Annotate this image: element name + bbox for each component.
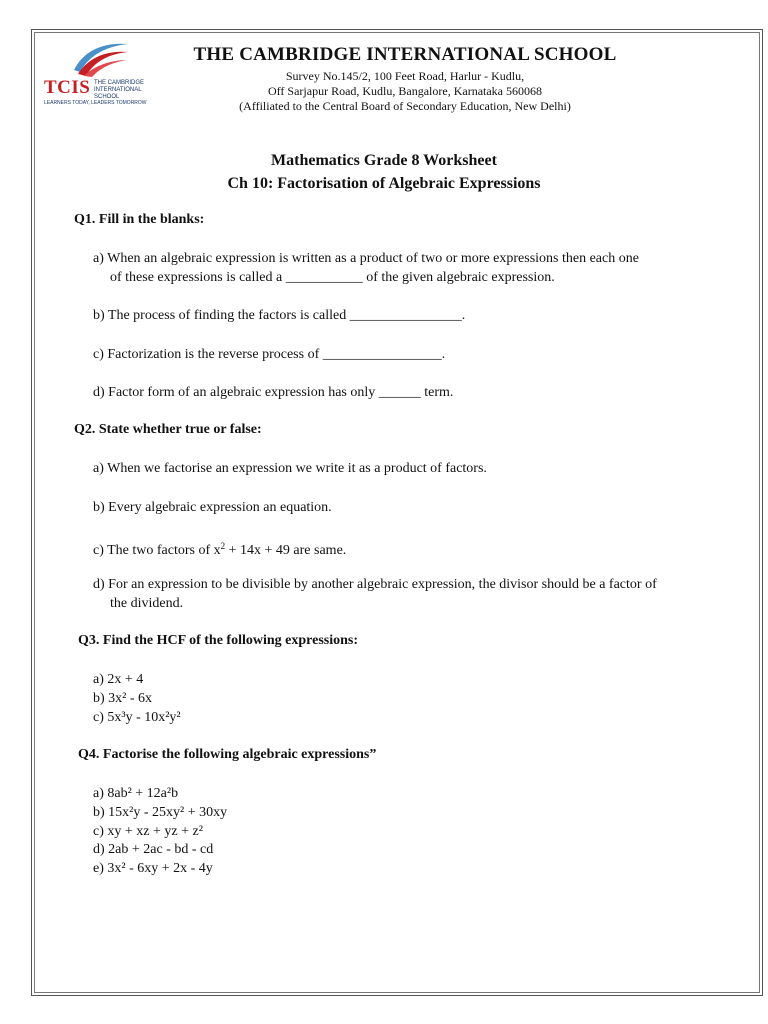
- q3-item-b: b) 3x² - 6x: [93, 691, 153, 706]
- logo-tcis-text: TCIS: [44, 77, 91, 98]
- q3-heading: Q3. Find the HCF of the following expressions:: [78, 633, 359, 648]
- q4-heading: Q4. Factorise the following algebraic expressions”: [78, 747, 377, 762]
- q2-item-a: a) When we factorise an expression we write it as a product of factors.: [93, 461, 487, 476]
- logo-swoosh-icon: [70, 40, 130, 78]
- logo-tagline: LEARNERS TODAY, LEADERS TOMORROW: [44, 100, 147, 106]
- q1-item-a-line1: a) When an algebraic expression is written as a product of two or more expressions then each one: [93, 251, 639, 266]
- q3-item-c: c) 5x³y - 10x²y²: [93, 710, 181, 725]
- q1-item-a-line2: of these expressions is called a ___________ of the given algebraic expression.: [110, 270, 555, 285]
- q2-item-c-pre: c) The two factors of x: [93, 543, 221, 558]
- q2-heading: Q2. State whether true or false:: [74, 422, 262, 437]
- worksheet-title: Mathematics Grade 8 Worksheet: [271, 152, 497, 169]
- q4-item-e: e) 3x² - 6xy + 2x - 4y: [93, 861, 213, 876]
- q1-item-d: d) Factor form of an algebraic expression has only ______ term.: [93, 385, 454, 400]
- q2-item-c-post: + 14x + 49 are same.: [225, 543, 347, 558]
- q1-item-c: c) Factorization is the reverse process of _________________.: [93, 347, 446, 362]
- affiliation-line: (Affiliated to the Central Board of Secondary Education, New Delhi): [239, 99, 571, 113]
- address-line-1: Survey No.145/2, 100 Feet Road, Harlur - Kudlu,: [285, 69, 525, 83]
- q1-item-b: b) The process of finding the factors is called ________________.: [93, 308, 466, 323]
- address-line-2: Off Sarjapur Road, Kudlu, Bangalore, Karnataka 560068: [267, 84, 543, 98]
- q1-item-a: [93, 249, 723, 287]
- q4-item-d: d) 2ab + 2ac - bd - cd: [93, 842, 214, 857]
- q2-item-c: [93, 537, 723, 560]
- logo-subtext: THE CAMBRIDGE INTERNATIONAL SCHOOL: [94, 80, 145, 100]
- q2-item-b: b) Every algebraic expression an equation.: [93, 500, 332, 515]
- q3-item-a: a) 2x + 4: [93, 672, 144, 687]
- q4-item-c: c) xy + xz + yz + z²: [93, 824, 203, 839]
- school-name: THE CAMBRIDGE INTERNATIONAL SCHOOL: [193, 44, 617, 65]
- q2-item-c-exponent: 2: [220, 541, 226, 551]
- worksheet-subtitle: Ch 10: Factorisation of Algebraic Expressions: [227, 175, 541, 192]
- q4-item-a: a) 8ab² + 12a²b: [93, 786, 179, 801]
- q2-item-d-line1: d) For an expression to be divisible by another algebraic expression, the divisor should be a factor of: [93, 577, 657, 592]
- q1-heading: Q1. Fill in the blanks:: [74, 212, 205, 227]
- q2-item-d-line2: the dividend.: [110, 596, 184, 611]
- q2-item-d: [93, 575, 723, 613]
- q4-item-b: b) 15x²y - 25xy² + 30xy: [93, 805, 228, 820]
